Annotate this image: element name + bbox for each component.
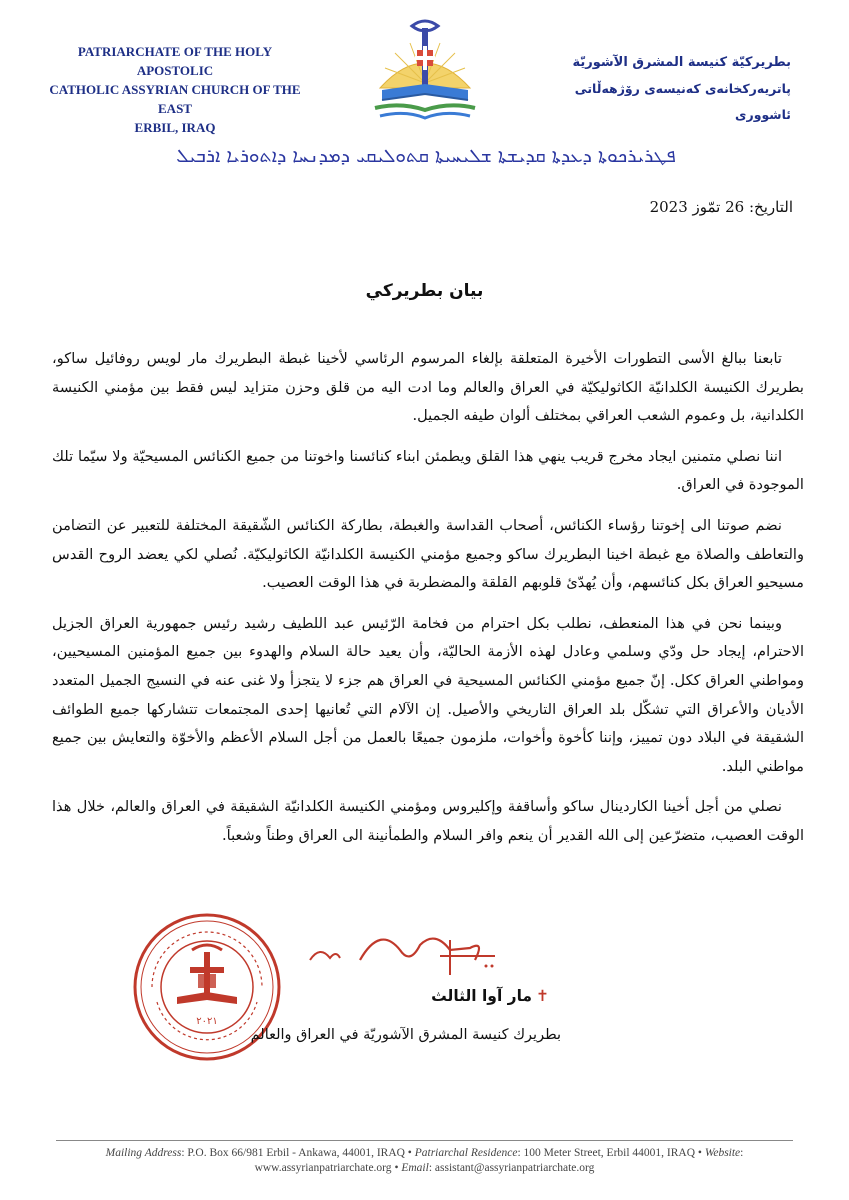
signatory-title: بطريرك كنيسة المشرق الآشوريّة في العراق والعالم (250, 1027, 561, 1043)
org-name-arabic (531, 50, 791, 128)
org-name-line-1: PATRIARCHATE OF THE HOLY APOSTOLIC (77, 44, 273, 78)
email-label: Email (401, 1162, 429, 1174)
cross-icon: ✝ (536, 987, 549, 1005)
org-name-arabic-line: بطريركيّة كنيسة المشرق الآشوريّة (572, 55, 791, 70)
website-label: Website (704, 1147, 741, 1159)
residence-address: : 100 Meter Street, Erbil 44001, IRAQ • (517, 1147, 705, 1159)
letter-title: بيان بطريركي (365, 281, 484, 301)
mailing-address: : P.O. Box 66/981 Erbil - Ankawa, 44001, IRAQ • (181, 1147, 415, 1159)
syriac-banner-text: ܦܛܪܝܪܟܘܬܐ ܕܥܕܬܐ ܩܕܝܫܬܐ ܫܠܝܚܝܬܐ ܩܬܘܠܝܩܝ ܕܡܕܢܚܐ ܕܐܬܘܪܝܐ ܐܪܒܝܠ (176, 145, 676, 167)
mailing-label: Mailing Address (105, 1147, 182, 1159)
org-name-english (40, 42, 310, 137)
handwritten-signature-icon (300, 920, 500, 980)
patriarchate-emblem-icon (360, 18, 490, 128)
footer-divider (56, 1140, 793, 1141)
letter-date: التاريخ: 26 تمّوز 2023 (649, 198, 793, 216)
footer-contact (40, 1146, 809, 1176)
paragraph: نضم صوتنا الى إخوتنا رؤساء الكنائس، أصحاب القداسة والغبطة، بطاركة الكنائس الشّقيقة المختلفة للتعبير عن التضامن والتعاطف والصلاة مع غبطة اخينا البطريرك ساكو وجميع مؤمني الكنيسة الكلدانيّة الكاثوليكيّة. نُصلي لكي يعضد الروح القدس مسيحيو العراق بكل كنائسهم، وأن يُهدّئ قلوبهم القلقة والمضطربة في هذا الوقت العصيب. (52, 516, 804, 592)
email-link[interactable]: assistant@assyrianpatriarchate.org (434, 1162, 595, 1174)
signatory-name: مار آوا الثالث (431, 987, 532, 1005)
seal-year: ٢٠٢١ (196, 1016, 218, 1027)
footer-line-1: Mailing Address: P.O. Box 66/981 Erbil - Ankawa, 44001, IRAQ • Patriarchal Residence: 100 Meter Street, Erbil 44001, IRAQ • Website: (105, 1147, 744, 1159)
website-link[interactable]: www.assyrianpatriarchate.org (254, 1162, 392, 1174)
paragraph: اننا نصلي متمنين ايجاد مخرج قريب ينهي هذا القلق ويطمئن ابناء كنائسنا واخوتنا من جميع الكنائس المسيحيّة ولا سيّما تلك الموجودة في العراق. (52, 447, 804, 494)
org-name-line-3: ERBIL, IRAQ (134, 120, 216, 135)
paragraph: تابعنا ببالغ الأسى التطورات الأخيرة المتعلقة بإلغاء المرسوم الرئاسي لأخينا غبطة البطريرك مار لويس روفائيل ساكو، بطريرك الكنيسة الكلدانيّة الكاثوليكيّة في العراق والعالم وما ادت اليه من قلق وحزن متزايد ليس فقط بين مؤمني الكنيسة الكلدانية، بل وعموم الشعب العراقي بمختلف ألوان طيفه الجميل. (52, 350, 804, 425)
letter-body (52, 345, 804, 863)
org-name-kurdish-line: پاتریەرکخانەی کەنیسەی رۆژهەڵاتی ئاشووری (574, 81, 791, 122)
paragraph: نصلي من أجل أخينا الكاردينال ساكو وأساقفة وإكليروس ومؤمني الكنيسة الكلدانيّة الشقيقة في العراق والعالم، خلال هذا الوقت العصيب، متضرّعين إلى الله القدير أن ينعم وافر السلام والطمأنينة الى العراق وطناً وشعباً. (52, 798, 804, 844)
org-name-line-2: CATHOLIC ASSYRIAN CHURCH OF THE EAST (49, 82, 301, 116)
paragraph: وبينما نحن في هذا المنعطف، نطلب بكل احترام من فخامة الرّئيس عبد اللطيف رشيد رئيس جمهورية العراق الجزيل الاحترام، إيجاد حل ودّي وسلمي وعادل لهذه الأزمة الحاليّة، وأن يعيد حالة السلام والهدوء بين جميع المؤمنين المسيحيين، ومواطني العراق ككل. إنّ جميع مؤمني الكنائس المسيحية في العراق هم جزء لا يتجزأ ولا غنى عنه في النسيج الجميل المتعدد الأديان والأعراق التي تشكّل بلد العراق التاريخي والأصيل. إن الآلام التي تُعانيها إحدى المجتمعات تتشاركها جميع الطوائف الشقيقة في البلاد دون تمييز، وإننا كأخوة وأخوات، ملزمون جميعًا بالعمل من أجل السلام الأعظم والأخوّة والتعايش بين جميع مواطني البلد. (52, 614, 804, 775)
signatory-name-row (431, 987, 549, 1005)
residence-label: Patriarchal Residence (414, 1147, 518, 1159)
footer-line-2: www.assyrianpatriarchate.org • Email: assistant@assyrianpatriarchate.org (254, 1162, 595, 1174)
syriac-banner (45, 142, 807, 170)
